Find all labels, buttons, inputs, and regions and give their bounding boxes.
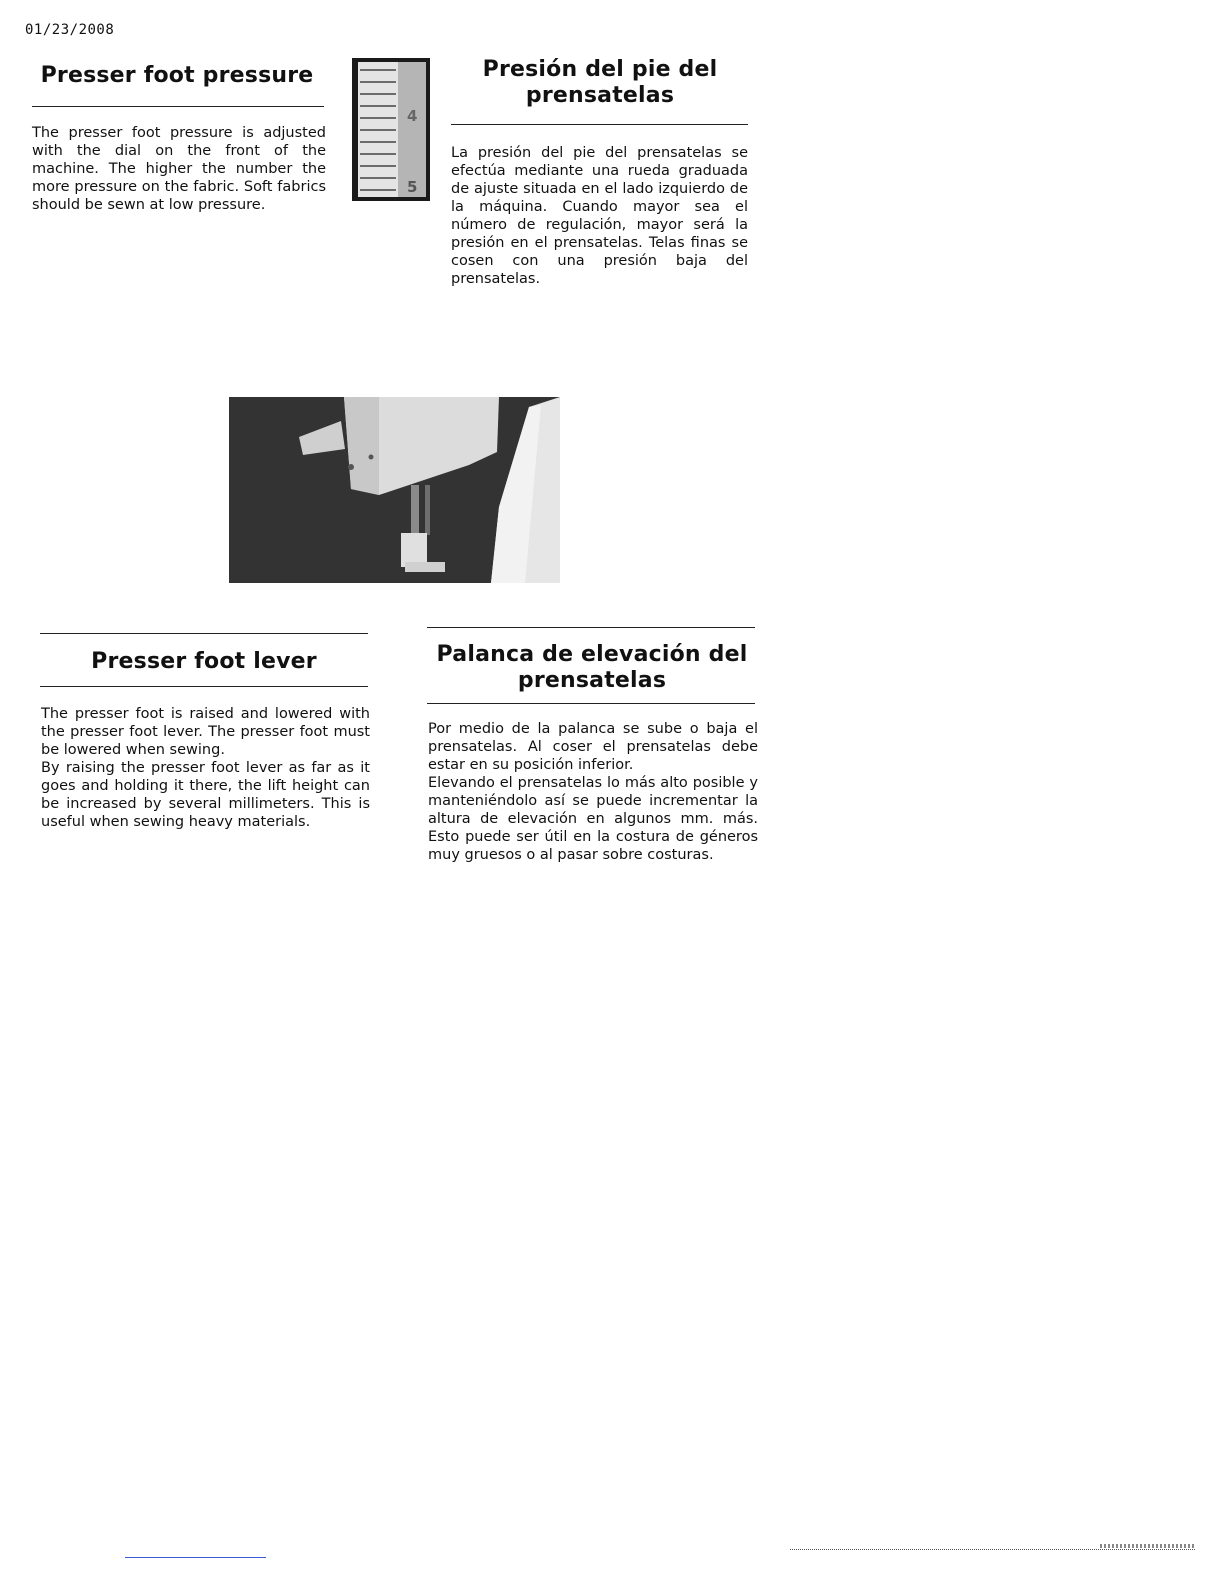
section-title-palanca-elevacion	[427, 642, 757, 694]
section-divider	[32, 106, 324, 107]
section-divider	[427, 627, 755, 628]
title-line: prensatelas	[517, 668, 667, 693]
title-line: prensatelas	[525, 83, 675, 108]
section-title-presser-foot-pressure: Presser foot pressure	[40, 63, 314, 88]
title-line: Presión del pie del	[482, 57, 718, 82]
document-date: 01/23/2008	[25, 22, 115, 38]
section-divider	[40, 686, 368, 687]
title-line: Palanca de elevación del	[436, 642, 748, 667]
presser-foot-photo	[229, 397, 560, 583]
section-divider	[427, 703, 755, 704]
section-title-presion-pie	[450, 57, 750, 109]
paragraph: By raising the presser foot lever as far as it goes and holding it there, the lift height can be increased by several millimeters. This is useful when sewing heavy materials.	[41, 760, 370, 830]
paragraph: Por medio de la palanca se sube o baja el prensatelas. Al coser el prensatelas debe estar en su posición inferior.	[428, 721, 758, 773]
section-body-presser-foot-pressure	[32, 124, 326, 214]
scan-artifact-edge	[1100, 1544, 1195, 1548]
section-body-presion-pie	[451, 144, 748, 288]
section-divider	[40, 633, 368, 634]
presser-foot-drawing	[229, 397, 560, 583]
scan-artifact-line	[790, 1549, 1195, 1550]
paragraph: The presser foot pressure is adjusted with the dial on the front of the machine. The higher the number the more pressure on the fabric. Soft fabrics should be sewn at low pressure.	[32, 125, 326, 213]
paragraph: La presión del pie del prensatelas se efectúa mediante una rueda graduada de ajuste situada en el lado izquierdo de la máquina. Cuando mayor sea el número de regulación, mayor será la presión en el prensatelas. Telas finas se cosen con una presión baja del prensatelas.	[451, 145, 748, 287]
section-body-palanca-elevacion	[428, 720, 758, 864]
pressure-dial-figure	[352, 58, 430, 201]
pressure-dial-drawing	[352, 58, 430, 201]
dial-number-5: 5	[407, 178, 418, 196]
scan-artifact-line	[125, 1557, 266, 1558]
section-title-presser-foot-lever: Presser foot lever	[91, 649, 317, 674]
section-body-presser-foot-lever	[41, 705, 370, 831]
section-divider	[451, 124, 748, 125]
dial-number-4: 4	[407, 107, 418, 125]
paragraph: Elevando el prensatelas lo más alto posible y manteniéndolo así se puede incrementar la altura de elevación en algunos mm. más. Esto puede ser útil en la costura de géneros muy gruesos o al pasar sobre costuras.	[428, 775, 758, 863]
paragraph: The presser foot is raised and lowered with the presser foot lever. The presser foot must be lowered when sewing.	[41, 706, 370, 758]
